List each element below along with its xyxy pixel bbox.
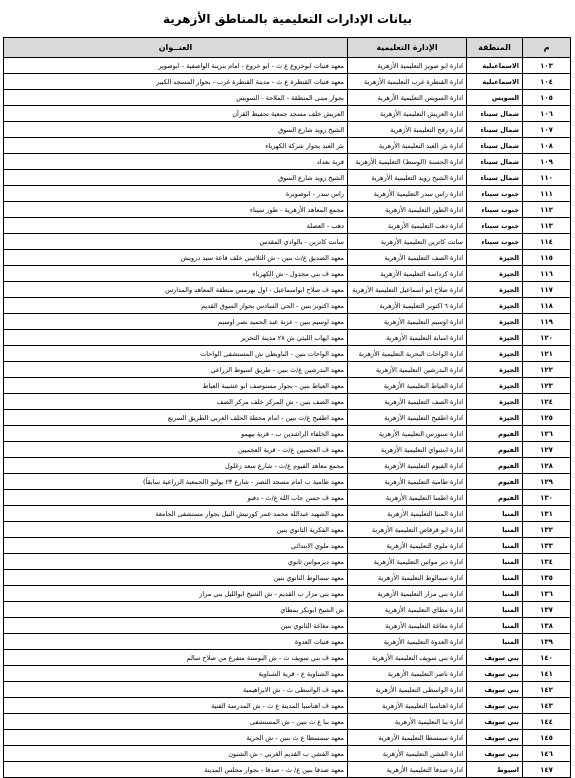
cell-region: بني سويف	[467, 730, 523, 746]
cell-num: ١٢٥	[523, 410, 571, 426]
cell-num: ١٣٦	[523, 586, 571, 602]
cell-admin: ادارة اوسيم التعليمية الأزهرية	[348, 314, 467, 330]
table-row	[4, 154, 571, 170]
cell-admin: ادارة الواحات البحرية التعليمية الأزهرية	[348, 346, 467, 362]
cell-address: مجمع المعاهد الأزهرية - طور سيناء	[4, 202, 348, 218]
table-row	[4, 122, 571, 138]
table-row	[4, 730, 571, 746]
cell-address: معهد صدفا بنين ع/ ث - صدفا - بجوار مجلس المدينة	[4, 762, 348, 778]
table-row	[4, 298, 571, 314]
cell-address: معهد ف بني سويف ث - ش البوستة متفرع من صلاح سالم	[4, 650, 348, 666]
cell-num: ١٣٣	[523, 538, 571, 554]
table-row	[4, 522, 571, 538]
cell-region: شمال سيناء	[467, 170, 523, 186]
cell-region: الاسماعيلية	[467, 74, 523, 90]
cell-region: الجيزة	[467, 346, 523, 362]
table-row	[4, 714, 571, 730]
cell-region: بني سويف	[467, 746, 523, 762]
cell-num: ١١٥	[523, 250, 571, 266]
cell-region: المنيا	[467, 602, 523, 618]
cell-num: ١٤٢	[523, 682, 571, 698]
cell-address: معهد ف العجميين ع/ث - قرية العجميين	[4, 442, 348, 458]
cell-region: المنيا	[467, 634, 523, 650]
cell-num: ١٤٤	[523, 714, 571, 730]
header-num: م	[523, 38, 571, 58]
cell-num: ١٢٨	[523, 458, 571, 474]
cell-region: المنيا	[467, 522, 523, 538]
table-row	[4, 746, 571, 762]
cell-admin: ادارة سنورس التعليمية الأزهرية	[348, 426, 467, 442]
cell-address: معهد فتيات ابوخروع ع ث - ابو خروع - امام بنزينة الواصفية - ابوصوير	[4, 58, 348, 74]
table-row	[4, 538, 571, 554]
cell-address: معهد ايهاب الليثي ش ٢٨ مدينة التحرير	[4, 330, 348, 346]
cell-num: ١٣٥	[523, 570, 571, 586]
cell-admin: ادارة رفح التعليمية الأزهرية	[348, 122, 467, 138]
table-row	[4, 234, 571, 250]
cell-admin: ادارة بئر العبد التعليمية الأزهرية	[348, 138, 467, 154]
table-row	[4, 650, 571, 666]
cell-address: ش الشيخ ابوبكر بمطاي	[4, 602, 348, 618]
cell-address: معهد ملوي الابتدائي	[4, 538, 348, 554]
cell-address: معهد العياط بنين - بجوار مستوصف ابو عشيبة العياط	[4, 378, 348, 394]
table-row	[4, 506, 571, 522]
cell-num: ١١٤	[523, 234, 571, 250]
cell-address: معهد سمسطا ع ث بنين - ش الحرية	[4, 730, 348, 746]
cell-address: بئر العبد بجوار شركة الكهرباء	[4, 138, 348, 154]
cell-admin: ادارة ابشواي التعليمية الأزهرية	[348, 442, 467, 458]
cell-address: معهد اطفيح ع/ث بنين - امام محطة الحلف الغربي الطريق السريع	[4, 410, 348, 426]
cell-admin: ادارة بني مزار التعليمية الأزهرية	[348, 586, 467, 602]
cell-num: ١١٦	[523, 266, 571, 282]
table-row	[4, 330, 571, 346]
header-address: العنــوان	[4, 38, 348, 58]
cell-admin: ادارة دهب التعليمية الأزهرية	[348, 218, 467, 234]
cell-num: ١٣٧	[523, 602, 571, 618]
cell-admin: ادارة الواسطى التعليمية الأزهرية	[348, 682, 467, 698]
table-row	[4, 666, 571, 682]
cell-address: معهد الخلفاء الراشدين ب - قرية بيهمو	[4, 426, 348, 442]
cell-address: معهد فتيات القنطرة ع ث - مدينة القنطرة غرب - بجوار المسجد الكبير	[4, 74, 348, 90]
cell-address: معهد الصف بنين - ش المركز خلف مركز الصف	[4, 394, 348, 410]
cell-num: ١٠٦	[523, 106, 571, 122]
cell-num: ١١٩	[523, 314, 571, 330]
cell-num: ١٢٠	[523, 330, 571, 346]
cell-address: معهد اوسيم بنين - عزبة عبد الحميد نصر اوسيم	[4, 314, 348, 330]
table-row	[4, 186, 571, 202]
cell-num: ١٠٨	[523, 138, 571, 154]
cell-address: معهد ف بني مجدول - ش الكهرباء	[4, 266, 348, 282]
cell-num: ١٢٤	[523, 394, 571, 410]
cell-address: معهد طامية ب امام مسجد النصر - شارع ٢٣ يوليو (الجمعية الزراعية سابقاً)	[4, 474, 348, 490]
cell-num: ١١٠	[523, 170, 571, 186]
cell-admin: ادارة ببا التعليمية الأزهرية	[348, 714, 467, 730]
cell-region: الجيزة	[467, 394, 523, 410]
cell-address: معهد ف اهناسيا المدينة ع ث - ش المدرسة الفنية	[4, 698, 348, 714]
cell-num: ١١٢	[523, 202, 571, 218]
cell-admin: ادارة السويس التعليمية الأزهرية	[348, 90, 467, 106]
table-row	[4, 618, 571, 634]
cell-region: الجيزة	[467, 330, 523, 346]
cell-region: الجيزة	[467, 282, 523, 298]
cell-admin: ادارة الفيوم التعليمية الأزهرية	[348, 458, 467, 474]
cell-admin: ادارة اطسا التعليمية الأزهرية	[348, 490, 467, 506]
cell-num: ١١٧	[523, 282, 571, 298]
table-row	[4, 106, 571, 122]
cell-num: ١١١	[523, 186, 571, 202]
cell-admin: ادارة الصف التعليمية الأزهرية	[348, 394, 467, 410]
cell-address: معهد بني مزار ب القديم - ش الشيخ ابوالليل بني مزار	[4, 586, 348, 602]
table-row	[4, 218, 571, 234]
cell-address: معهد ف حسن جاب الله ع/ث - دفنو	[4, 490, 348, 506]
cell-address: معهد البدرشين ع/ث بنين - طريق اسيوط الزراعي	[4, 362, 348, 378]
table-row	[4, 474, 571, 490]
header-region: المنطقة	[467, 38, 523, 58]
cell-admin: ادارة ٦ اكتوبر التعليمية الأزهرية	[348, 298, 467, 314]
cell-admin: ادارة مطاي التعليمية الأزهرية	[348, 602, 467, 618]
cell-num: ١١٣	[523, 218, 571, 234]
table-row	[4, 74, 571, 90]
cell-region: بني سويف	[467, 714, 523, 730]
cell-address: بجوار مبنى المنطقة - الملاحة - السويس	[4, 90, 348, 106]
cell-region: السويس	[467, 90, 523, 106]
cell-address: معهد ببا ع ث بنين - ش المستشفى	[4, 714, 348, 730]
cell-region: المنيا	[467, 554, 523, 570]
cell-admin: ادارة العياط التعليمية الأزهرية	[348, 378, 467, 394]
cell-num: ١٣٠	[523, 490, 571, 506]
cell-admin: ادارة امبابة التعليمية الأزهرية	[348, 330, 467, 346]
cell-region: شمال سيناء	[467, 106, 523, 122]
table-body	[4, 58, 571, 778]
cell-admin: ادارة راس سدر التعليمية الأزهرية	[348, 186, 467, 202]
cell-num: ١٠٧	[523, 122, 571, 138]
cell-num: ١٠٤	[523, 74, 571, 90]
cell-admin: ادارة ابو قرقاص التعليمية الأزهرية	[348, 522, 467, 538]
table-row	[4, 58, 571, 74]
cell-num: ١٣٨	[523, 618, 571, 634]
cell-num: ١٢١	[523, 346, 571, 362]
table-row	[4, 426, 571, 442]
cell-region: شمال سيناء	[467, 122, 523, 138]
table-row	[4, 282, 571, 298]
cell-admin: ادارة دير مواس التعليمية الأزهرية	[348, 554, 467, 570]
table-header-row	[4, 38, 571, 58]
cell-region: جنوب سيناء	[467, 186, 523, 202]
cell-num: ١٢٦	[523, 426, 571, 442]
cell-admin: ادارة الطور التعليمية الأزهرية	[348, 202, 467, 218]
table-row	[4, 410, 571, 426]
cell-address: معهد الصديق ع/ث بنين - ش الثلاثيني خلف قاعة سيد درويش	[4, 250, 348, 266]
cell-num: ١١٨	[523, 298, 571, 314]
table-row	[4, 762, 571, 778]
cell-address: معهد سمالوط الثانوي بنين	[4, 570, 348, 586]
cell-admin: ادارة المنيا التعليمية الأزهرية	[348, 506, 467, 522]
cell-address: العريش خلف مسجد جمعية تحفيظ القرآن	[4, 106, 348, 122]
cell-address: معهد الفشن ب القديم الغربي - ش الشنون	[4, 746, 348, 762]
cell-address: معهد ف الواسطى ث - ش الابراهيمية	[4, 682, 348, 698]
cell-admin: ادارة مغاغة التعليمية الأزهرية	[348, 618, 467, 634]
cell-region: الجيزة	[467, 410, 523, 426]
table-row	[4, 202, 571, 218]
table-row	[4, 266, 571, 282]
cell-admin: ادارة سمسطا التعليمية الأزهرية	[348, 730, 467, 746]
cell-admin: ادارة صلاح ابو اسماعيل التعليمية الأزهرية	[348, 282, 467, 298]
table-row	[4, 90, 571, 106]
cell-num: ١٤١	[523, 666, 571, 682]
cell-admin: ادارة اطفيح التعليمية الأزهرية	[348, 410, 467, 426]
cell-region: الفيوم	[467, 442, 523, 458]
cell-num: ١٤٦	[523, 746, 571, 762]
table-row	[4, 362, 571, 378]
cell-region: الفيوم	[467, 426, 523, 442]
cell-address: معهد مغاغة الثانوي بنين	[4, 618, 348, 634]
cell-num: ١٤٠	[523, 650, 571, 666]
cell-region: المنيا	[467, 506, 523, 522]
cell-num: ١٢٧	[523, 442, 571, 458]
cell-address: دهب - العصلة	[4, 218, 348, 234]
cell-address: قرية بغداد	[4, 154, 348, 170]
table-row	[4, 250, 571, 266]
table-row	[4, 570, 571, 586]
cell-admin: ادارة الفشن التعليمية الأزهرية	[348, 746, 467, 762]
cell-admin: ادارة الحسنة (الوسط) التعليمية الأزهرية	[348, 154, 467, 170]
cell-num: ١٤٥	[523, 730, 571, 746]
cell-admin: ادارة العريش التعليمية الأزهرية	[348, 106, 467, 122]
page-title: بيانات الإدارات التعليمية بالمناطق الأزهرية	[162, 12, 412, 26]
table-row	[4, 378, 571, 394]
cell-region: جنوب سيناء	[467, 202, 523, 218]
table-row	[4, 554, 571, 570]
cell-admin: سانت كاترين التعليمية الأزهرية	[348, 234, 467, 250]
cell-address: معهد الفكرية الثانوي بنين	[4, 522, 348, 538]
cell-admin: ادارة كرداسة التعليمية الأزهرية	[348, 266, 467, 282]
cell-region: الجيزة	[467, 314, 523, 330]
cell-region: بني سويف	[467, 682, 523, 698]
cell-admin: ادارة البدرشين التعليمية الأزهرية	[348, 362, 467, 378]
cell-region: بني سويف	[467, 698, 523, 714]
table-row	[4, 490, 571, 506]
cell-address: معهد الواحات بنين - الباويطي ش المستشفى الواحات	[4, 346, 348, 362]
cell-address: معهد الشهيد عبدالله محمد عمر كورنيش النيل بجوار مستشفى الجامعة	[4, 506, 348, 522]
cell-region: شمال سيناء	[467, 138, 523, 154]
cell-admin: ادارة اهناسيا التعليمية الأزهرية	[348, 698, 467, 714]
cell-region: بني سويف	[467, 666, 523, 682]
table-row	[4, 698, 571, 714]
cell-region: الفيوم	[467, 458, 523, 474]
data-table	[3, 37, 571, 778]
cell-address: معهد فتيات العدوة	[4, 634, 348, 650]
cell-region: جنوب سيناء	[467, 234, 523, 250]
cell-address: الشيخ زويد شارع السوق	[4, 122, 348, 138]
cell-address: مجمع معاهد الفيوم ع/ث - شارع سعد زغلول	[4, 458, 348, 474]
table-row	[4, 634, 571, 650]
cell-admin: ادارة القنطرة غرب التعليمية الأزهرية	[348, 74, 467, 90]
cell-region: الجيزة	[467, 298, 523, 314]
cell-num: ١٠٥	[523, 90, 571, 106]
cell-region: اسيوط	[467, 762, 523, 778]
table-row	[4, 346, 571, 362]
cell-num: ١٤٧	[523, 762, 571, 778]
cell-num: ١٢٣	[523, 378, 571, 394]
cell-region: المنيا	[467, 570, 523, 586]
cell-num: ١٠٣	[523, 58, 571, 74]
cell-region: الجيزة	[467, 266, 523, 282]
cell-region: المنيا	[467, 538, 523, 554]
cell-admin: ادارة ناصر التعليمية الأزهرية	[348, 666, 467, 682]
table-row	[4, 442, 571, 458]
cell-admin: ادارة الشيخ زويد التعليمية الأزهرية	[348, 170, 467, 186]
cell-admin: ادارة ابو صوير التعليمية الأزهرية	[348, 58, 467, 74]
cell-admin: ادارة العدوة التعليمية الأزهرية	[348, 634, 467, 650]
table-row	[4, 170, 571, 186]
cell-num: ١٤٣	[523, 698, 571, 714]
cell-region: بني سويف	[467, 650, 523, 666]
cell-admin: ادارة الصف التعليمية الأزهرية	[348, 250, 467, 266]
cell-address: سانت كاترين - بالوادي المقدس	[4, 234, 348, 250]
cell-region: الفيوم	[467, 474, 523, 490]
table-row	[4, 458, 571, 474]
cell-num: ١٣١	[523, 506, 571, 522]
cell-admin: ادارة طامية التعليمية الأزهرية	[348, 474, 467, 490]
cell-admin: ادارة سمالوط التعليمية الأزهرية	[348, 570, 467, 586]
cell-address: معهد الشناوية ع - قرية الشناوية	[4, 666, 348, 682]
cell-admin: ادارة صدفا التعليمية الأزهرية	[348, 762, 467, 778]
cell-num: ١٣٤	[523, 554, 571, 570]
cell-region: الاسماعيلية	[467, 58, 523, 74]
cell-address: راس سدر - ابوصويرة	[4, 186, 348, 202]
cell-num: ١٢٩	[523, 474, 571, 490]
cell-address: معهد ديرمواس ثانوي	[4, 554, 348, 570]
cell-address: معهد اكتوبر بنين - الحي السادس بجوار السوق القديم	[4, 298, 348, 314]
table-row	[4, 314, 571, 330]
cell-num: ١٢٢	[523, 362, 571, 378]
cell-region: الجيزة	[467, 362, 523, 378]
table-row	[4, 394, 571, 410]
cell-num: ١٠٩	[523, 154, 571, 170]
header-admin: الإدارة التعليمية	[348, 38, 467, 58]
table-row	[4, 602, 571, 618]
table-row	[4, 138, 571, 154]
cell-admin: ادارة بني سويف التعليمية الأزهرية	[348, 650, 467, 666]
cell-address: الشيخ زويد شارع السوق	[4, 170, 348, 186]
table-row	[4, 586, 571, 602]
cell-num: ١٣٢	[523, 522, 571, 538]
cell-region: الجيزة	[467, 250, 523, 266]
cell-region: الفيوم	[467, 490, 523, 506]
cell-address: معهد ف صلاح ابواسماعيل - اول بهرمس منطقة المعاهد والمدارس	[4, 282, 348, 298]
cell-admin: ادارة ملوي التعليمية الأزهرية	[348, 538, 467, 554]
cell-region: جنوب سيناء	[467, 218, 523, 234]
cell-num: ١٣٩	[523, 634, 571, 650]
table-row	[4, 682, 571, 698]
cell-region: الجيزة	[467, 378, 523, 394]
cell-region: المنيا	[467, 618, 523, 634]
cell-region: شمال سيناء	[467, 154, 523, 170]
cell-region: المنيا	[467, 586, 523, 602]
